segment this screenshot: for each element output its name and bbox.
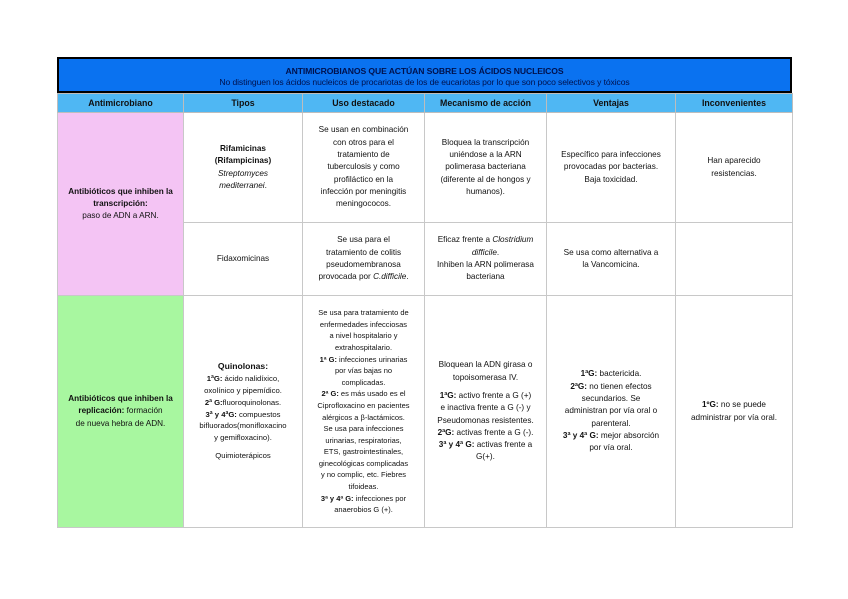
page-title: ANTIMICROBIANOS QUE ACTÚAN SOBRE LOS ÁCIDOS NUCLEICOS (285, 66, 564, 76)
fidaxomicinas-mec-end: . Inhiben la ARN polimerasa bacteriana (437, 247, 534, 282)
group-transcription-label: Antibióticos que inhiben la transcripción: (68, 186, 173, 208)
page-subtitle: No distinguen los ácidos nucleicos de procariotas de los de eucariotas por lo que son poco selectivos y tóxicos (219, 77, 630, 87)
quinolonas-ven-g2: no tienen efectos secundarios. Se administran por vía oral o parenteral. (564, 381, 658, 428)
header-uso: Uso destacado (303, 94, 425, 113)
group-replication (58, 296, 184, 528)
quinolonas-g2: fluoroquinolonas. (222, 397, 282, 407)
quinolonas-uso (303, 296, 425, 528)
quinolonas-inc-g1-label: 1ºG: (702, 400, 719, 410)
quinolonas-inconvenientes (676, 296, 793, 528)
quinolonas-inc-g1: no se puede administrar por vía oral. (690, 400, 777, 422)
quinolonas-uso-g34: infecciones por anaerobios G (+). (334, 493, 407, 515)
quinolonas-ven-g34: mejor absorción por vía oral. (589, 430, 660, 453)
quinolonas-mec-g2: activas frente a G (-). (454, 427, 534, 437)
header-tipos: Tipos (184, 94, 303, 113)
group-transcription-sub: paso de ADN a ARN. (82, 211, 159, 221)
quinolonas-uso-g2-label: 2ª G: (321, 389, 339, 399)
fidaxomicinas-uso (303, 223, 425, 296)
rifamicinas-cell (184, 113, 303, 223)
quinolonas-g34-label: 3ª y 4ªG: (205, 409, 237, 419)
quinolonas-uso-intro: Se usa para tratamiento de enfermedades infecciosas a nivel hospitalario y extrahospitalario. (318, 308, 409, 352)
antimicrobials-sheet (57, 57, 792, 528)
quinolonas-mec-g1: activo frente a G (+) e inactiva frente a G (-) y Pseudomonas resistentes. (437, 390, 534, 425)
quinolonas-g1: ácido nalidíxico, oxolínico y pipemídico. (204, 373, 282, 395)
fidaxomicinas-uso-end: . (406, 272, 409, 282)
rifamicinas-inconvenientes: Han aparecido resistencias. (676, 113, 793, 223)
quinolonas-uso-g2: es más usado es el Ciprofloxacino en pacientes alérgicos a β-lactámicos. Se usa para infecciones urinarias, respiratorias, ETS, gastrointestinales, ginecológicas complicadas y no complic, etc. Fiebres tifoideas. (317, 389, 410, 492)
quinolonas-ven-g1: bactericida. (597, 369, 642, 379)
quinolonas-ven-g2-label: 2ªG: (570, 381, 588, 391)
rifamicinas-ventajas: Específico para infecciones provocadas por bacterias. Baja toxicidad. (547, 113, 676, 223)
quinolonas-g1-label: 1ªG: (206, 373, 223, 383)
quinolonas-mec-g2-label: 2ªG: (437, 427, 455, 437)
header-row (58, 94, 793, 113)
quinolonas-uso-g34-label: 3ª y 4ª G: (320, 493, 354, 503)
fidaxomicinas-name: Fidaxomicinas (216, 253, 270, 263)
fidaxomicinas-mec-genus: Clostridium (492, 235, 534, 245)
quinolonas-note: Quimioterápicos (215, 451, 271, 461)
quinolonas-ventajas (547, 296, 676, 528)
quinolonas-g2-label: 2ª G: (204, 397, 223, 407)
quinolonas-mec-g34-label: 3ª y 4ª G: (438, 440, 475, 450)
antimicrobials-table (57, 93, 793, 528)
rifamicinas-name: Rifamicinas (Rifampicinas) (214, 143, 272, 166)
fidaxomicinas-inconvenientes (676, 223, 793, 296)
header-ventajas: Ventajas (547, 94, 676, 113)
fidaxomicinas-uso-organism: C.difficile (373, 272, 407, 282)
fidaxomicinas-mec-text: Eficaz frente a (437, 235, 493, 245)
quinolonas-ven-g34-label: 3ª y 4ª G: (562, 430, 599, 440)
fidaxomicinas-uso-text: Se usa para el tratamiento de colitis pseudomembranosa provocada por (318, 235, 402, 282)
rifamicinas-species-end: . (264, 180, 267, 190)
table-row (58, 296, 793, 528)
quinolonas-mec-g34: activas frente a G(+). (476, 440, 533, 462)
header-inconvenientes: Inconvenientes (676, 94, 793, 113)
rifamicinas-uso: Se usan en combinación con otros para el tratamiento de tuberculosis y como profiláctico en la infección por meningitis meningococos. (303, 113, 425, 223)
quinolonas-uso-g1: infecciones urinarias por vías bajas no complicadas. (334, 354, 408, 387)
group-replication-sub: formación de nueva hebra de ADN. (75, 406, 166, 428)
table-row (58, 113, 793, 223)
quinolonas-g34: compuestos bifluorados(monifloxacino y gemifloxacino). (199, 409, 287, 443)
rifamicinas-species: Streptomyces mediterranei (217, 168, 269, 190)
fidaxomicinas-ventajas: Se usa como alternativa a la Vancomicina. (547, 223, 676, 296)
quinolonas-mec-intro: Bloquean la ADN girasa o topoisomerasa IV. (438, 360, 533, 382)
quinolonas-ven-g1-label: 1ªG: (580, 369, 598, 379)
fidaxomicinas-mec-species: difficile (471, 247, 497, 257)
quinolonas-mecanismo (425, 296, 547, 528)
group-replication-label: Antibióticos que inhiben la replicación: (68, 394, 173, 416)
title-banner (57, 57, 792, 93)
header-antimicrobiano: Antimicrobiano (58, 94, 184, 113)
quinolonas-name: Quinolonas: (217, 360, 269, 371)
quinolonas-cell (184, 296, 303, 528)
quinolonas-uso-g1-label: 1ª G: (319, 354, 337, 364)
rifamicinas-mecanismo: Bloquea la transcripción uniéndose a la ARN polimerasa bacteriana (diferente al de hongos y humanos). (425, 113, 547, 223)
fidaxomicinas-cell (184, 223, 303, 296)
header-mecanismo: Mecanismo de acción (425, 94, 547, 113)
quinolonas-mec-g1-label: 1ªG: (439, 390, 457, 400)
group-transcription (58, 113, 184, 296)
fidaxomicinas-mecanismo (425, 223, 547, 296)
